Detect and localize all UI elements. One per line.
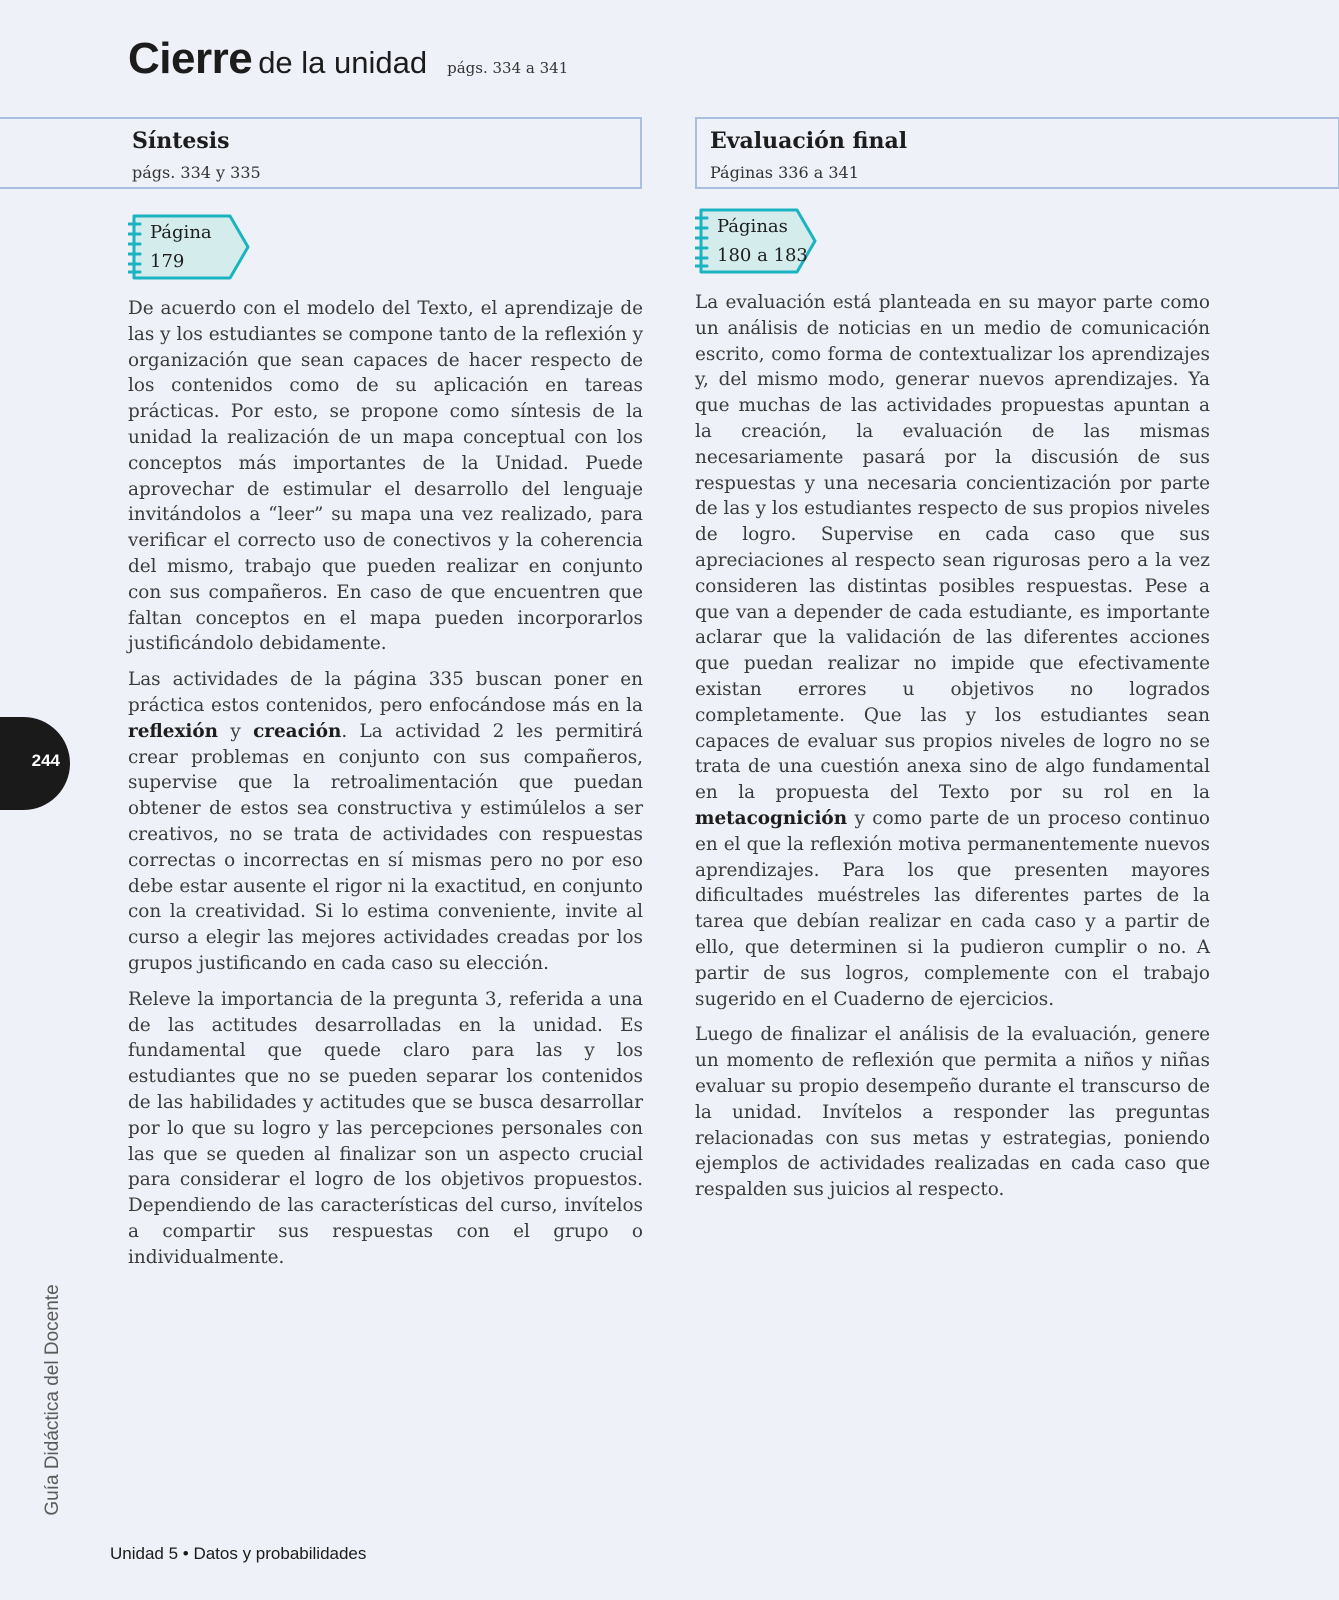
notebook-page-tag: [695, 208, 819, 274]
keyword-metacognicion: metacognición: [695, 807, 848, 829]
tag-page-range: 180 a 183: [717, 245, 808, 266]
title-bold: Cierre: [128, 34, 253, 83]
keyword-reflexion: reflexión: [128, 720, 219, 742]
tag-label: Página: [150, 222, 212, 243]
page-title: [128, 34, 568, 84]
evaluacion-paragraph-1: La evaluación está planteada en su mayor parte como un análisis de noticias en un medio de comunicación escrito, como forma de contextualizar los aprendizajes y, del mismo modo, generar nuevos aprendizajes. Ya que muchas de las actividades propuestas apuntan a la creación, la evaluación de las mismas necesariamente pasará por la discusión de sus respuestas y una necesaria concientización por parte de las y los estudiantes respecto de sus propios niveles de logro. Supervise en cada caso que sus apreciaciones al respecto sean rigurosas pero a la vez consideren las distintas posibles respuestas. Pese a que van a depender de cada estudiante, es importante aclarar que la validación de las diferentes acciones que puedan realizar no impide que efectivamente existan errores u objetivos no logrados completamente. Que las y los estudiantes sean capaces de evaluar sus propios niveles de logro no se trata de una cuestión anexa sino de algo fundamental en la propuesta del Texto por su rol en la metacognición y como parte de un proceso continuo en el que la reflexión motiva permanentemente nuevos aprendizajes. Para los que presenten mayores dificultades muéstreles las diferentes partes de la tarea que debían realizar en cada caso y a partir de ello, que determinen si la pudieron cumplir o no. A partir de sus logros, complemente con el trabajo sugerido en el Cuaderno de ejercicios.: [695, 292, 1210, 1010]
sintesis-header: [0, 117, 642, 189]
evaluacion-paragraph-2: Luego de finalizar el análisis de la evaluación, genere un momento de reflexión que permita a niños y niñas evaluar su propio desempeño durante el transcurso de la unidad. Invítelos a responder las preguntas relacionadas con sus metas y estrategias, poniendo ejemplos de actividades realizadas en cada caso que respalden sus juicios al respecto.: [695, 1024, 1210, 1201]
sintesis-title: Síntesis: [132, 128, 230, 154]
keyword-creacion: creación: [253, 720, 342, 742]
evaluacion-body: [695, 290, 1210, 1213]
footer-unit-title: Unidad 5 • Datos y probabilidades: [110, 1544, 367, 1563]
sintesis-paragraph-1: De acuerdo con el modelo del Texto, el aprendizaje de las y los estudiantes se compone tanto de la reflexión y organización que sean capaces de hacer respecto de los contenidos como de su aplicación en tareas prácticas. Por esto, se propone como síntesis de la unidad la realización de un mapa conceptual con los conceptos más importantes de la Unidad. Puede aprovechar de estimular el desarrollo del lenguaje invitándolos a “leer” su mapa una vez realizado, para verificar el correcto uso de conectivos y la coherencia del mismo, trabajo que pueden realizar en conjunto con sus compañeros. En caso de que encuentren que faltan conceptos en el mapa pueden incorporarlos justificándolo debidamente.: [128, 298, 643, 655]
sintesis-paragraph-2: Las actividades de la página 335 buscan poner en práctica estos contenidos, pero enfocándose más en la reflexión y creación. La actividad 2 les permitirá crear problemas en conjunto con sus compañeros, supervise que la retroalimentación que puedan obtener de estos sea constructiva y estimúlelos a ser creativos, no se trata de actividades con respuestas correctas o incorrectas en sí mismas pero no por eso debe estar ausente el rigor ni la exactitud, en conjunto con la creatividad. Si lo estima conveniente, invite al curso a elegir las mejores actividades creadas por los grupos justificando en cada caso su elección.: [128, 669, 643, 974]
title-rest: de la unidad: [258, 45, 428, 80]
evaluacion-title: Evaluación final: [710, 128, 908, 154]
sintesis-paragraph-3: Releve la importancia de la pregunta 3, referida a una de las actitudes desarrolladas en la unidad. Es fundamental que quede claro para las y los estudiantes que no se pueden separar los contenidos de las habilidades y actitudes que se busca desarrollar por lo que su logro y las percepciones personales con las que se queden al finalizar son un aspecto crucial para considerar el logro de los objetivos propuestos. Dependiendo de las características del curso, invítelos a compartir sus respuestas con el grupo o individualmente.: [128, 988, 643, 1268]
evaluacion-pages: Páginas 336 a 341: [710, 163, 859, 182]
side-running-title: Guía Didáctica del Docente: [42, 1284, 63, 1516]
page-number-tab: [0, 717, 70, 810]
sintesis-body: [128, 296, 643, 1280]
evaluacion-header: [695, 117, 1339, 189]
sintesis-pages: págs. 334 y 335: [132, 163, 261, 182]
notebook-page-tag: [128, 214, 252, 280]
page-number: 244: [31, 751, 60, 770]
title-pages: págs. 334 a 341: [447, 59, 569, 77]
tag-page-number: 179: [150, 251, 185, 272]
tag-label: Páginas: [717, 216, 788, 237]
